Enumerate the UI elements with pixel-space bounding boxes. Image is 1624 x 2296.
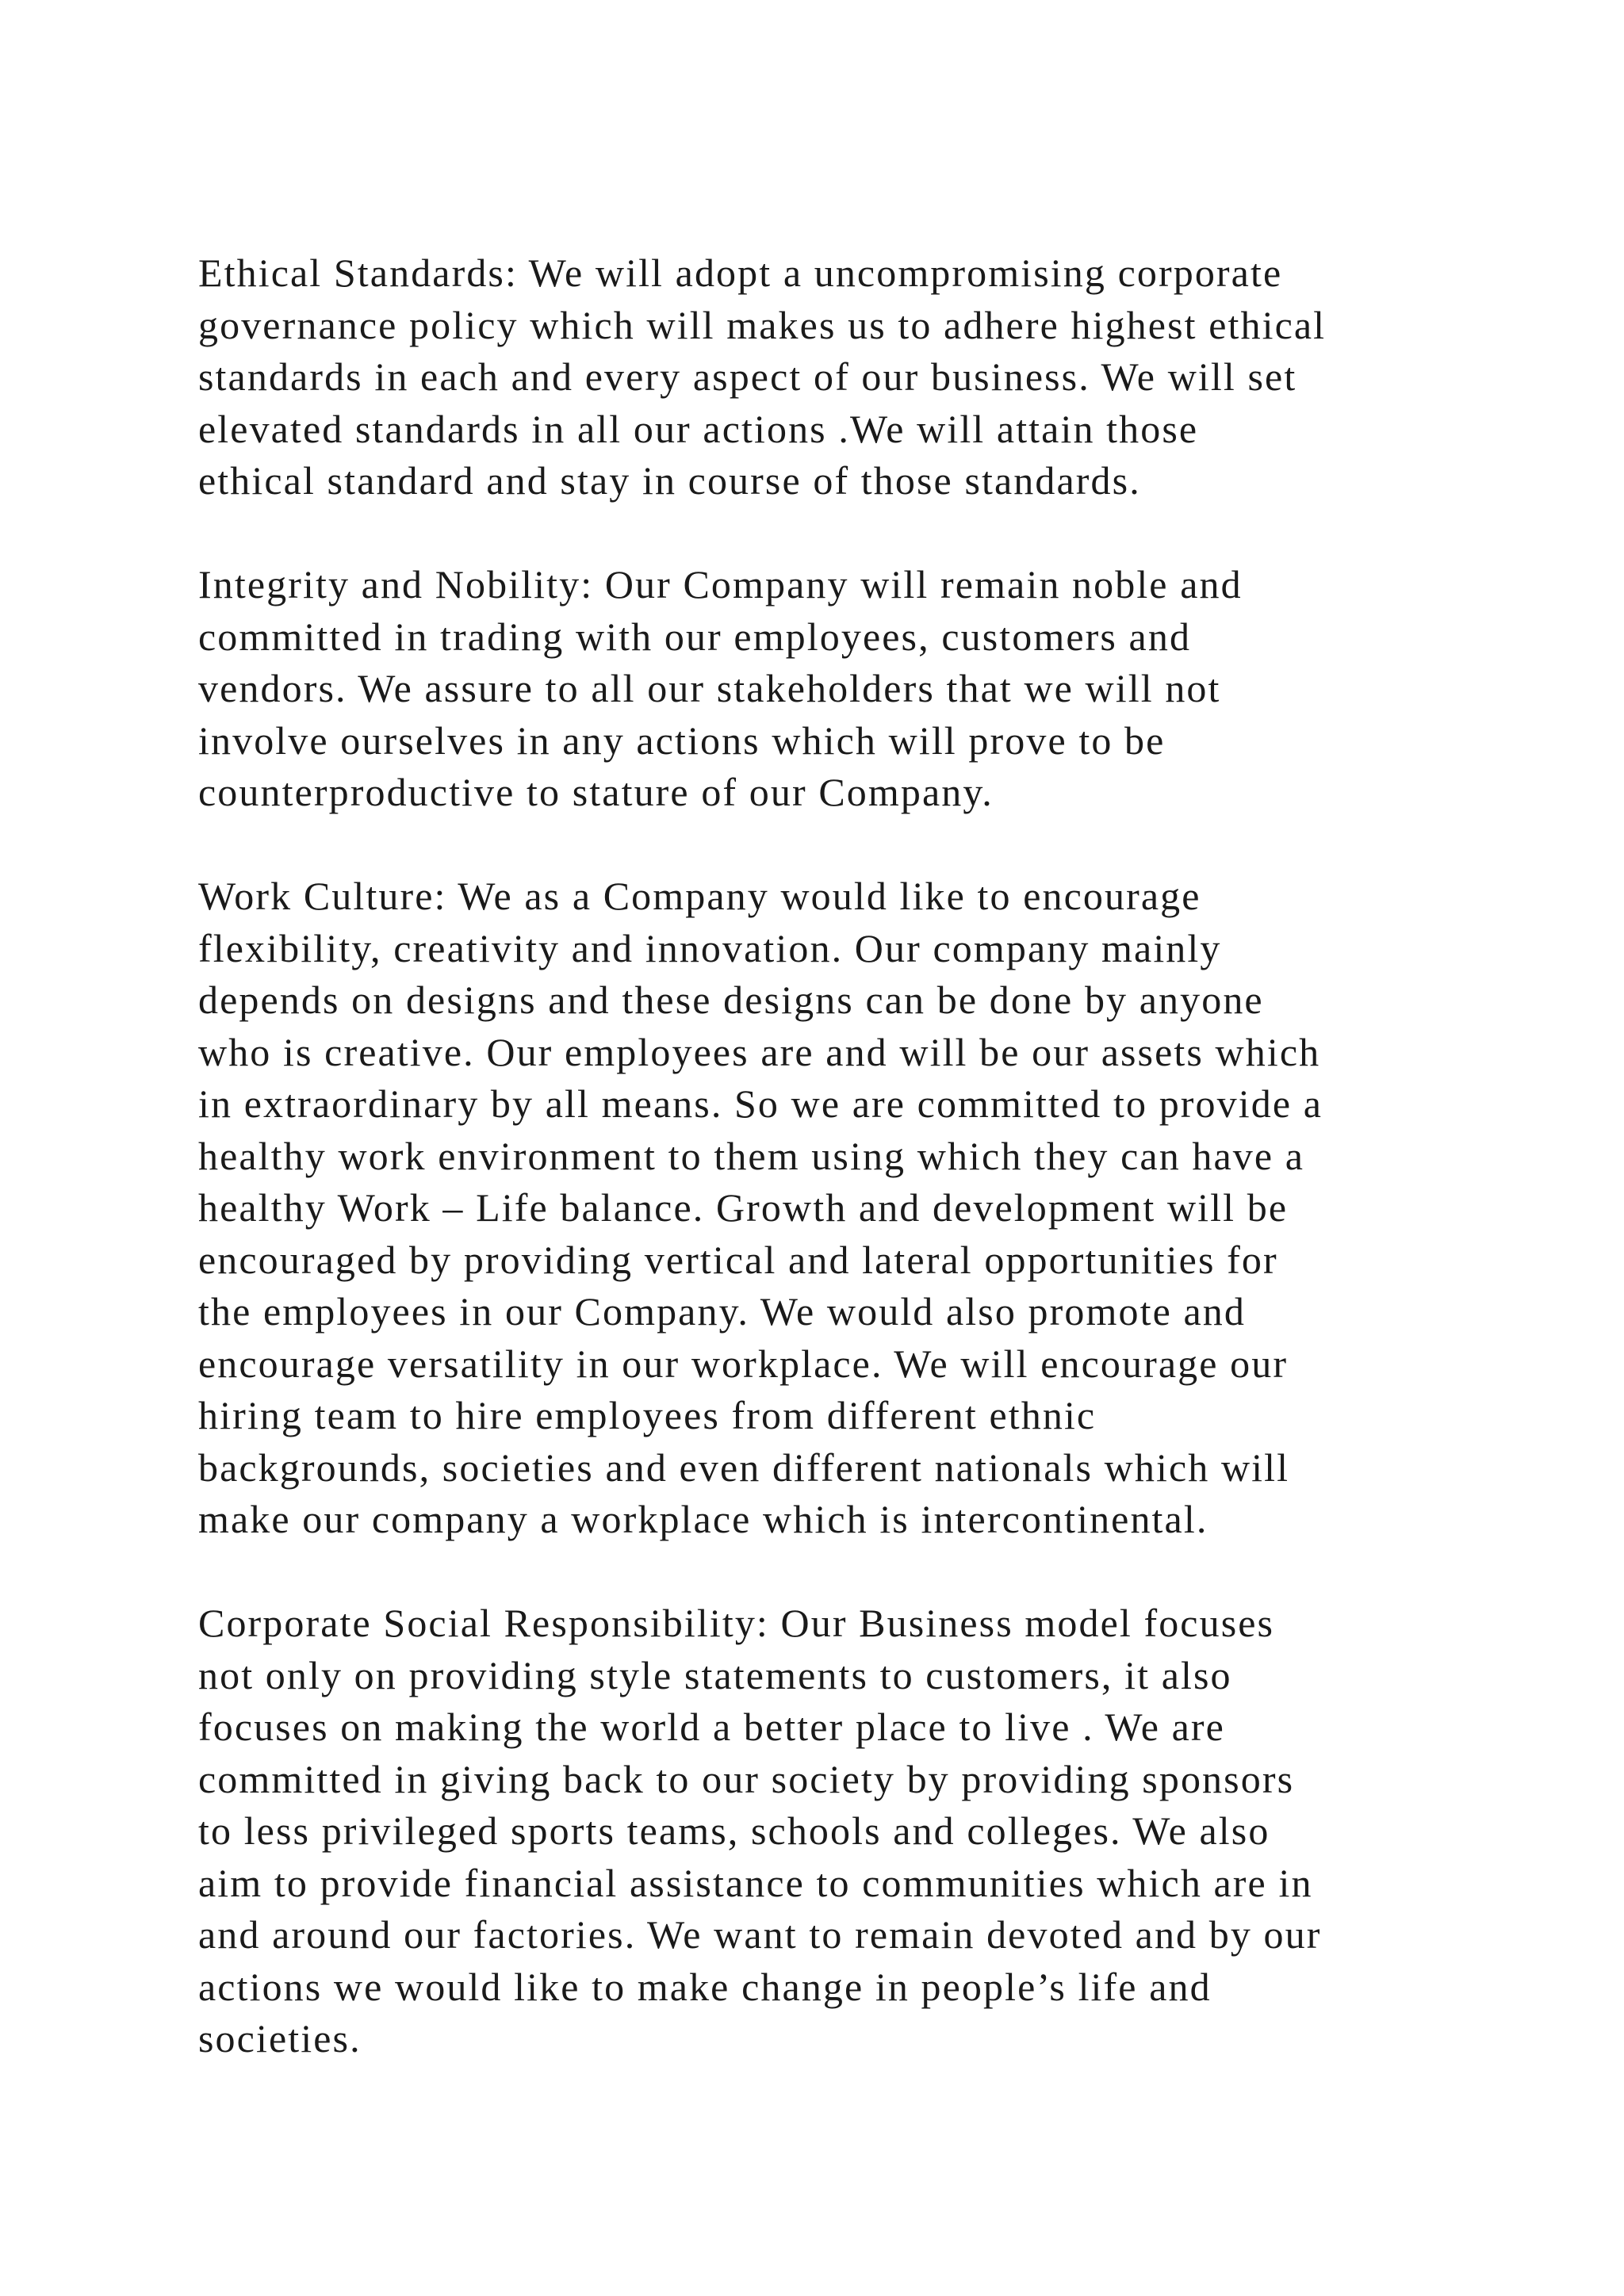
text-line: who is creative. Our employees are and will be our assets which — [198, 1029, 1321, 1074]
text-line: backgrounds, societies and even different nationals which will — [198, 1445, 1290, 1490]
text-line: committed in giving back to our society by providing sponsors — [198, 1756, 1295, 1801]
document-body — [198, 247, 1483, 2117]
text-line: standards in each and every aspect of our business. We will set — [198, 354, 1297, 399]
text-line: Ethical Standards: We will adopt a uncompromising corporate — [198, 251, 1283, 295]
text-line: involve ourselves in any actions which will prove to be — [198, 718, 1166, 763]
text-line: focuses on making the world a better place to live . We are — [198, 1705, 1225, 1749]
text-line: healthy Work – Life balance. Growth and development will be — [198, 1185, 1289, 1230]
text-line: the employees in our Company. We would also promote and — [198, 1289, 1246, 1334]
paragraph-integrity-nobility — [198, 559, 1483, 819]
text-line: and around our factories. We want to remain devoted and by our — [198, 1912, 1322, 1957]
text-line: societies. — [198, 2016, 362, 2061]
text-line: depends on designs and these designs can be done by anyone — [198, 978, 1264, 1022]
text-line: healthy work environment to them using which they can have a — [198, 1133, 1305, 1178]
text-line: flexibility, creativity and innovation. Our company mainly — [198, 925, 1222, 970]
text-line: Corporate Social Responsibility: Our Business model focuses — [198, 1601, 1275, 1645]
text-line: make our company a workplace which is intercontinental. — [198, 1497, 1208, 1541]
text-line: actions we would like to make change in people’s life and — [198, 1964, 1212, 2009]
text-line: vendors. We assure to all our stakeholders that we will not — [198, 666, 1221, 710]
text-line: not only on providing style statements to customers, it also — [198, 1652, 1232, 1697]
text-line: encourage versatility in our workplace. We will encourage our — [198, 1341, 1289, 1386]
text-line: elevated standards in all our actions .We will attain those — [198, 406, 1199, 451]
text-line: Work Culture: We as a Company would like to encourage — [198, 874, 1201, 918]
text-line: hiring team to hire employees from different ethnic — [198, 1393, 1097, 1437]
text-line: governance policy which will makes us to adhere highest ethical — [198, 302, 1327, 347]
text-line: aim to provide financial assistance to communities which are in — [198, 1860, 1313, 1905]
text-line: in extraordinary by all means. So we are committed to provide a — [198, 1081, 1323, 1126]
text-line: ethical standard and stay in course of those standards. — [198, 458, 1141, 503]
paragraph-work-culture — [198, 871, 1483, 1546]
text-line: Integrity and Nobility: Our Company will remain noble and — [198, 562, 1243, 607]
text-line: to less privileged sports teams, schools and colleges. We also — [198, 1808, 1270, 1853]
text-line: counterproductive to stature of our Company. — [198, 770, 994, 814]
paragraph-corporate-social-responsibility — [198, 1598, 1483, 2065]
text-line: committed in trading with our employees, customers and — [198, 614, 1192, 659]
text-line: encouraged by providing vertical and lateral opportunities for — [198, 1237, 1278, 1282]
paragraph-ethical-standards — [198, 247, 1483, 507]
